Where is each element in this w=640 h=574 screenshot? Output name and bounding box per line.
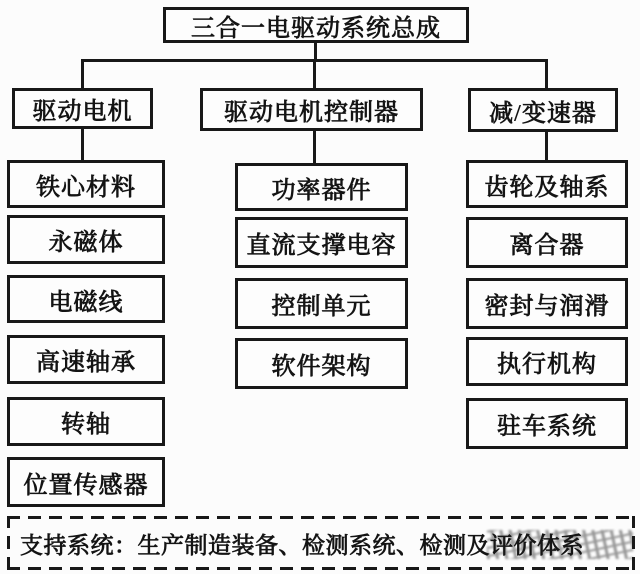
node-magnet-wire: 电磁线 (7, 275, 165, 323)
connector-branch3-items (545, 131, 548, 160)
root-node: 三合一电驱动系统总成 (163, 7, 469, 43)
support-systems-label: 支持系统：生产制造装备、检测系统、检测及评价体系 (20, 532, 584, 558)
connector-drop-left (81, 59, 84, 88)
connector-drop-middle (313, 59, 316, 88)
node-core-material: 铁心材料 (7, 160, 165, 208)
node-clutch: 离合器 (466, 217, 628, 268)
branch-header-reducer: 减/变速器 (468, 88, 618, 132)
connector-drop-right (545, 59, 548, 88)
support-systems-box (7, 516, 635, 570)
node-high-speed-bearing: 高速轴承 (7, 335, 165, 384)
connector-branch2-items (313, 130, 316, 163)
branch-header-drive-motor: 驱动电机 (12, 88, 153, 129)
node-sealing-lubrication: 密封与润滑 (466, 278, 628, 329)
node-position-sensor: 位置传感器 (7, 457, 165, 507)
branch-header-motor-controller: 驱动电机控制器 (200, 88, 423, 131)
node-shaft: 转轴 (7, 397, 165, 446)
node-dc-link-capacitor: 直流支撑电容 (235, 217, 408, 268)
node-software-architecture: 软件架构 (235, 338, 408, 389)
node-permanent-magnet: 永磁体 (7, 215, 165, 264)
connector-branch1-items (81, 128, 84, 160)
connector-root-stem (314, 42, 317, 60)
node-power-device: 功率器件 (235, 163, 408, 211)
node-gear-shaft-system: 齿轮及轴系 (466, 160, 628, 208)
node-control-unit: 控制单元 (235, 278, 408, 329)
node-actuator: 执行机构 (466, 337, 628, 386)
node-parking-system: 驻车系统 (466, 398, 628, 449)
